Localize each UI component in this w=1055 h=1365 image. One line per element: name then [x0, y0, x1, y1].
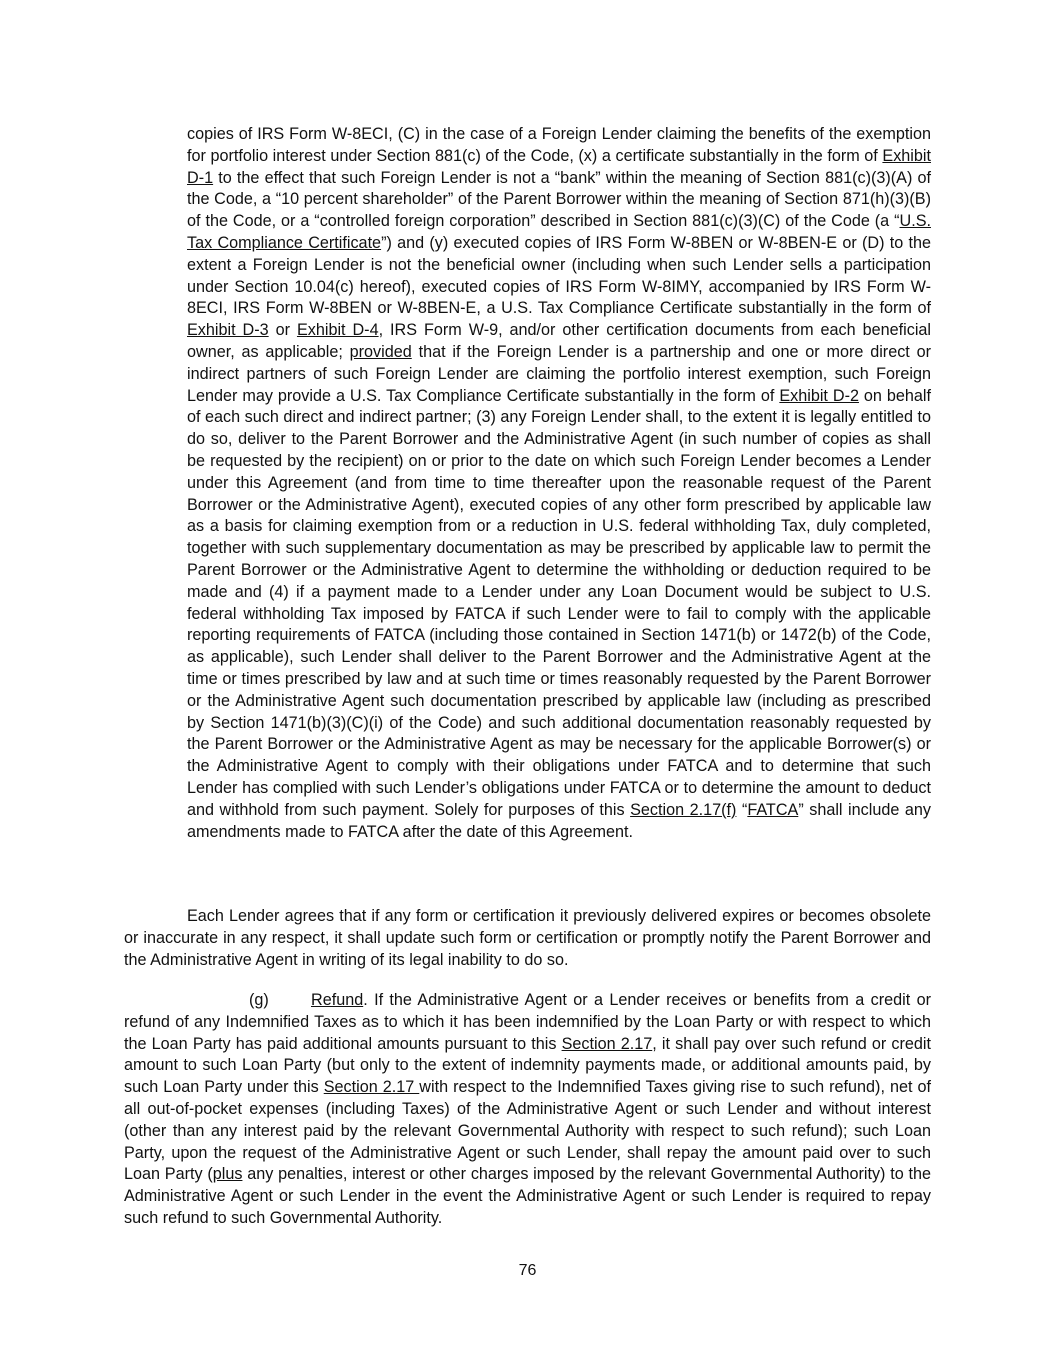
exhibit-d4-reference: Exhibit D-4: [296, 321, 379, 340]
form-update-paragraph: Each Lender agrees that if any form or certification it previously delivered expires or becomes obsolete or inaccurate in any respect, it shall update such form or certification or promptly notify the Parent Borrower and the Administrative Agent in writing of its legal inability to do so.: [124, 907, 931, 969]
continuation-paragraph: copies of IRS Form W-8ECI, (C) in the case of a Foreign Lender claiming the benefits of the exemption for portfolio interest under Section 881(c) of the Code, (x) a certificate substantially in the form of Exhibit D-1 to the effect that such Foreign Lender is not a “bank” within the meaning of Section 881(c)(3)(A) of the Code, a “10 percent shareholder” of the Parent Borrower within the meaning of Section 871(h)(3)(B) of the Code, or a “controlled foreign corporation” described in Section 881(c)(3)(C) of the Code (a “U.S. Tax Compliance Certificate”) and (y) executed copies of IRS Form W-8BEN or W-8BEN-E or (D) to the extent a Foreign Lender is not the beneficial owner (including when such Lender sells a participation under Section 10.04(c) hereof), executed copies of IRS Form W-8IMY, accompanied by IRS Form W-8ECI, IRS Form W-8BEN or W-8BEN-E, a U.S. Tax Compliance Certificate substantially in the form of Exhibit D-3 or Exhibit D-4, IRS Form W-9, and/or other certification documents from each beneficial owner, as applicable; provided that if the Foreign Lender is a partnership and one or more direct or indirect partners of such Foreign Lender are claiming the portfolio interest exemption, such Foreign Lender may provide a U.S. Tax Compliance Certificate substantially in the form of Exhibit D-2 on behalf of each such direct and indirect partner; (3) any Foreign Lender shall, to the extent it is legally entitled to do so, deliver to the Parent Borrower and the Administrative Agent (in such number of copies as shall be requested by the recipient) on or prior to the date on which such Foreign Lender becomes a Lender under this Agreement (and from time to time thereafter upon the reasonable request of the Parent Borrower or the Administrative Agent), executed copies of any other form prescribed by applicable law as a basis for claiming exemption from or a reduction in U.S. federal withholding Tax, duly completed, together with such supplementary documentation as may be prescribed by applicable law to permit the Parent Borrower or the Administrative Agent to determine the withholding or deduction required to be made and (4) if a payment made to a Lender under any Loan Document would be subject to U.S. federal withholding Tax imposed by FATCA if such Lender were to fail to comply with the applicable reporting requirements of FATCA (including those contained in Section 1471(b) or 1472(b) of the Code, as applicable), such Lender shall deliver to the Parent Borrower and the Administrative Agent at the time or times prescribed by law and at such time or times reasonably requested by the Parent Borrower or the Administrative Agent such documentation prescribed by applicable law (including as prescribed by Section 1471(b)(3)(C)(i) of the Code) and such additional documentation reasonably requested by the Parent Borrower or the Administrative Agent as may be necessary for the applicable Borrower(s) or the Administrative Agent to comply with their obligations under FATCA and to determine that such Lender has complied with such Lender’s obligations under FATCA or to determine the amount to deduct and withhold from such payment. Solely for purposes of this Section 2.17(f) “FATCA” shall include any amendments made to FATCA after the date of this Agreement.: [187, 125, 932, 841]
exhibit-d2-reference: Exhibit D-2: [779, 386, 859, 405]
refund-paragraph: (g) Refund. If the Administrative Agent or a Lender receives or benefits from a credit or refund of any Indemnified Taxes as to which it has been indemnified by the Loan Party or with respect to which the Loan Party has paid additional amounts pursuant to this Section 2.17, it shall pay over such refund or credit amount to such Loan Party (but only to the extent of indemnity payments made, or additional amounts paid, by such Loan Party under this Section 2.17 with respect to the Indemnified Taxes giving rise to such refund), net of all out-of-pocket expenses (including Taxes) of the Administrative Agent or such Lender and without interest (other than any interest paid by the relevant Governmental Authority with respect to such refund); such Loan Party, upon the request of the Administrative Agent or such Lender, shall repay the amount paid over to such Loan Party (plus any penalties, interest or other charges imposed by the relevant Governmental Authority) to the Administrative Agent or such Lender in the event the Administrative Agent or such Lender is required to repay such refund to such Governmental Authority.: [124, 991, 932, 1227]
us-tax-compliance-certificate-term: U.S. Tax Compliance Certificate: [187, 212, 931, 252]
plus-term: plus: [212, 1165, 243, 1184]
refund-heading: Refund: [311, 991, 364, 1009]
page-number: 76: [518, 1262, 537, 1279]
exhibit-d1-reference: Exhibit D-1: [187, 146, 931, 187]
provided-term: provided: [349, 342, 412, 361]
exhibit-d3-reference: Exhibit D-3: [187, 321, 269, 340]
section-2-17-reference: Section 2.17: [561, 1034, 653, 1053]
section-2-17-f-reference: Section 2.17(f): [630, 800, 737, 819]
clause-number: (g): [249, 991, 269, 1009]
section-2-17-reference-second: Section 2.17: [323, 1078, 420, 1097]
fatca-term: FATCA: [747, 800, 799, 819]
